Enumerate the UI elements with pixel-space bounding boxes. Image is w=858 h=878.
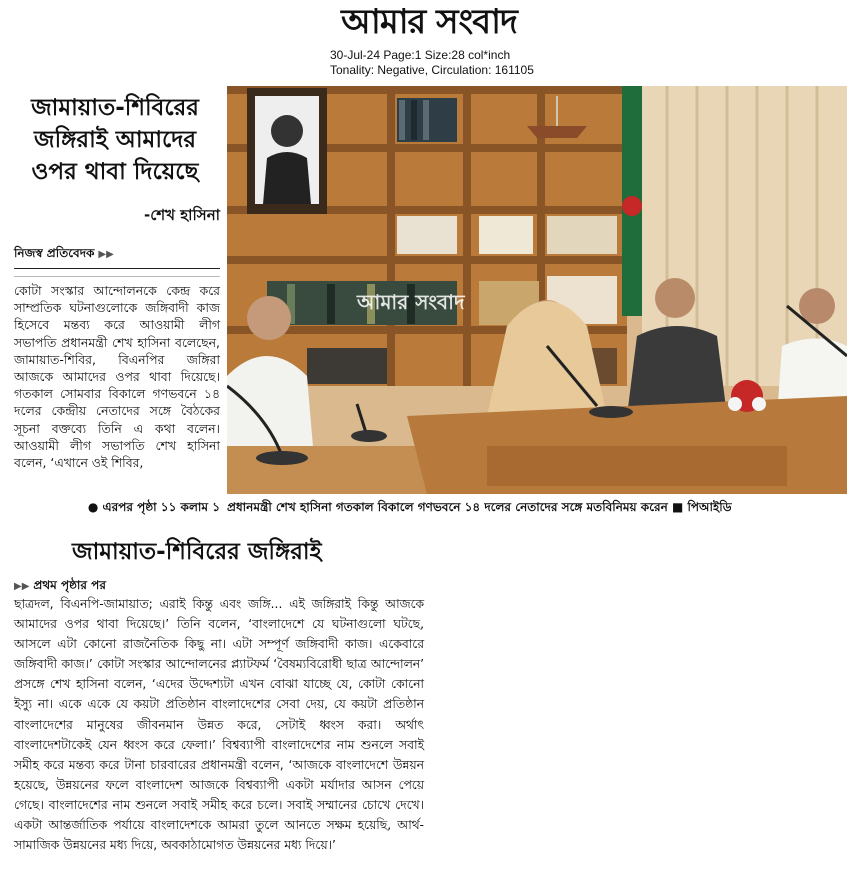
lead-body: কোটা সংস্কার আন্দোলনকে কেন্দ্র করে সাম্প্রতিক ঘটনাগুলোকে জঙ্গিবাদী কাজ হিসেবে মন্তব্য করে আওয়ামী লীগ সভাপতি প্রধানমন্ত্রী শেখ হাসিনা বলেছেন, জামায়াত-শিবির, বিএনপির জঙ্গিরা আজকে আমাদের ওপর থাবা দিয়েছে। গতকাল সোমবার বিকালে গণভবনে ১৪ দলের কেন্দ্রীয় নেতাদের সঙ্গে বৈঠকের সূচনা বক্তব্যে তিনি এ কথা বলেন। আওয়ামী লীগ সভাপতি শেখ হাসিনা বলেন, ‘এখানে ওই শিবির, — [14, 283, 220, 471]
newspaper-masthead — [0, 0, 858, 46]
newspaper-logo: আমার সংবাদ — [341, 2, 517, 42]
clipping-tonality: Tonality: Negative, Circulation: 161105 — [330, 63, 534, 77]
news-photo — [227, 86, 847, 494]
photo-caption: প্রধানমন্ত্রী শেখ হাসিনা গতকাল বিকালে গণভবনে ১৪ দলের নেতাদের সঙ্গে মতবিনিময় করেন ■ পিআইডি — [227, 500, 732, 514]
clipping-date-size: 30-Jul-24 Page:1 Size:28 col*inch — [330, 48, 511, 62]
jump-headline: জামায়াত-শিবিরের জঙ্গিরাই — [72, 539, 322, 565]
photo-watermark: আমার সংবাদ — [357, 290, 465, 314]
continued-note: ● এরপর পৃষ্ঠা ১১ কলাম ১ — [87, 500, 220, 514]
arrow-icon: ▶▶ — [98, 249, 114, 260]
continued-from-label: প্রথম পৃষ্ঠার পর — [33, 578, 106, 592]
meeting-photo — [227, 86, 847, 494]
lead-headline-line: জঙ্গিরাই আমাদের — [34, 127, 196, 153]
reporter-label — [14, 245, 114, 265]
lead-headline — [14, 92, 216, 188]
divider — [14, 276, 220, 277]
lead-headline-line: ওপর থাবা দিয়েছে — [31, 159, 199, 185]
divider — [14, 268, 220, 269]
lead-byline: -শেখ হাসিনা — [144, 206, 220, 224]
jump-body: ছাত্রদল, বিএনপি-জামায়াত; এরাই কিন্তু এবং জঙ্গি... এই জঙ্গিরাই কিন্তু আজকে আমাদের ওপর থাবা দিয়েছে।’ তিনি বলেন, ‘বাংলাদেশে যে ঘটনাগুলো ঘটছে, আসলে এটা কোনো রাজনৈতিক কিছু না। এটা সম্পূর্ণ জঙ্গিবাদী কাজ। একেবারে জঙ্গিবাদী কাজ।’ কোটা সংস্কার আন্দোলনের প্ল্যাটফর্ম ‘বৈষম্যবিরোধী ছাত্র আন্দোলন’ প্রসঙ্গে শেখ হাসিনা বলেন, ‘এদের উদ্দেশ্যটা এখন বোঝা যাচ্ছে যে, কোটা কোনো ইস্যু না। একে একে যে কয়টা প্রতিষ্ঠান বাংলাদেশের সেবা দেয়, যে কয়টা প্রতিষ্ঠান বাংলাদেশের মানুষের জীবনমান উন্নত করে, সেটাই ধ্বংস করা। অর্থাৎ বাংলাদেশটাকেই যেন ধ্বংস করে ফেলা।’ বিশ্বব্যাপী বাংলাদেশের নাম শুনলে সবাই সমীহ করে মন্তব্য করে টানা চারবারের প্রধানমন্ত্রী বলেন, ‘আজকে বাংলাদেশে উন্নয়ন হয়েছে, উন্নয়নের ফলে বাংলাদেশ আজকে বিশ্বব্যাপী একটা মর্যাদার আসন পেয়ে গেছে। বাংলাদেশের নাম শুনলে সবাই সমীহ করে চলে। সবাই সম্মানের চোখে দেখে। একটা আন্তর্জাতিক পর্যায়ে বাংলাদেশকে আমরা তুলে আনতে সক্ষম হয়েছি, আর্থ-সামাজিক উন্নয়নের মধ্য দিয়ে, অবকাঠামোগত উন্নয়নের মধ্য দিয়ে।’ — [14, 597, 424, 853]
lead-headline-line: জামায়াত-শিবিরের — [31, 95, 199, 121]
arrow-icon: ▶▶ — [14, 581, 30, 592]
clipping-meta — [330, 48, 590, 78]
reporter-name: নিজস্ব প্রতিবেদক — [14, 246, 95, 260]
